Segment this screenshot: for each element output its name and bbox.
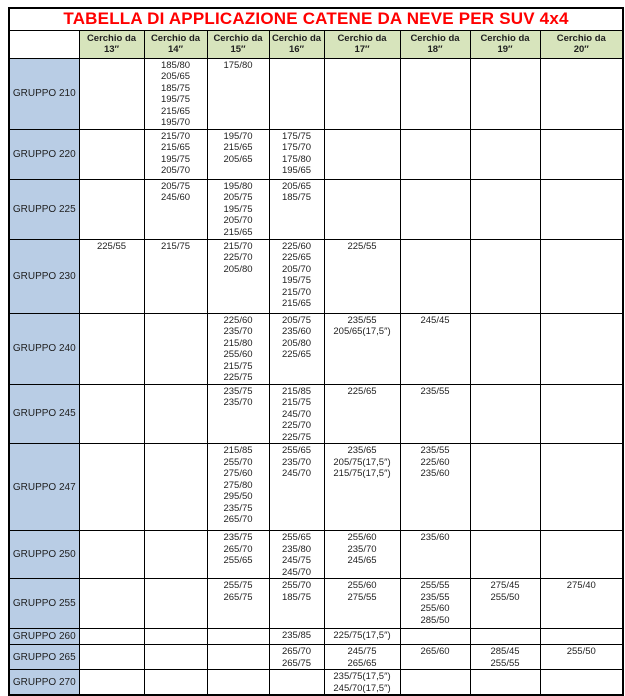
tire-size-value: 235/55 — [420, 385, 450, 397]
tire-size-cell — [400, 239, 470, 313]
tire-size-cell — [400, 129, 470, 179]
tire-size-cell — [79, 629, 144, 645]
tire-size-value: 205/65 — [223, 153, 253, 165]
column-header-line2: 20″ — [573, 44, 589, 55]
tire-size-cell — [540, 179, 623, 239]
tire-size-cell — [540, 444, 623, 531]
tire-size-value: 215/70 — [223, 240, 253, 252]
tire-size-cell — [324, 670, 400, 696]
column-header-line1: Cerchio da — [271, 33, 322, 44]
tire-size-cell — [470, 444, 540, 531]
tire-size-value: 175/80 — [223, 59, 253, 71]
tire-size-cell — [470, 58, 540, 129]
tire-size-cell — [144, 579, 207, 629]
tire-size-value: 205/80 — [281, 337, 312, 349]
tire-size-cell — [400, 629, 470, 645]
table-row — [9, 313, 623, 384]
tire-size-value: 205/75 — [160, 180, 191, 192]
tire-size-value: 185/75 — [160, 82, 191, 94]
column-header-19 — [470, 30, 540, 58]
tire-size-value: 205/65(17,5″) — [333, 326, 391, 337]
tire-size-value: 195/75 — [160, 94, 191, 105]
tire-size-value: 215/85 — [223, 445, 253, 456]
tire-size-cell — [540, 58, 623, 129]
tire-size-cell — [470, 179, 540, 239]
tire-size-cell — [269, 531, 324, 579]
tire-size-value: 245/70 — [281, 566, 312, 578]
tire-size-value: 195/75 — [223, 203, 253, 215]
row-label: GRUPPO 245 — [9, 384, 79, 444]
tire-size-value: 275/40 — [566, 580, 596, 591]
tire-size-cell — [207, 444, 269, 531]
corner-cell — [9, 30, 79, 58]
tire-size-value: 195/65 — [281, 165, 312, 176]
column-header-20 — [540, 30, 623, 58]
tire-size-value: 195/75 — [160, 153, 191, 165]
tire-size-value: 225/75 — [223, 372, 253, 383]
tire-size-value: 215/65 — [160, 142, 191, 153]
tire-size-value: 235/75 — [223, 532, 253, 543]
tire-size-cell — [207, 384, 269, 444]
column-header-line1: Cerchio da — [150, 33, 201, 44]
tire-size-value: 245/65 — [347, 555, 377, 566]
table-row — [9, 531, 623, 579]
column-header-line2: 17″ — [354, 44, 370, 55]
header-row — [9, 30, 623, 58]
tire-size-value: 215/65 — [281, 298, 312, 309]
tire-size-value: 275/80 — [223, 479, 253, 491]
tire-size-value: 185/80 — [160, 59, 191, 71]
tire-size-value: 225/60 — [420, 456, 450, 468]
tire-size-cell — [79, 58, 144, 129]
tire-size-value: 205/80 — [223, 263, 253, 275]
tire-size-cell — [79, 531, 144, 579]
tire-size-cell — [269, 629, 324, 645]
tire-size-value: 255/70 — [223, 456, 253, 468]
tire-size-value: 235/60 — [420, 532, 450, 543]
tire-size-value: 215/70 — [281, 286, 312, 298]
tire-size-cell — [324, 179, 400, 239]
tire-size-value: 225/70 — [223, 252, 253, 263]
tire-size-cell — [540, 313, 623, 384]
column-header-line2: 16″ — [288, 44, 305, 55]
tire-size-value: 225/70 — [281, 420, 312, 431]
tire-size-value: 255/60 — [347, 580, 377, 591]
tire-size-cell — [207, 129, 269, 179]
column-header-line2: 13″ — [103, 44, 120, 55]
tire-size-cell — [400, 531, 470, 579]
tire-size-cell — [144, 384, 207, 444]
tire-size-value: 265/70 — [281, 646, 312, 657]
tire-size-cell — [400, 645, 470, 670]
tire-size-cell — [400, 179, 470, 239]
column-header-13 — [79, 30, 144, 58]
table-row — [9, 670, 623, 696]
tire-size-value: 265/70 — [223, 543, 253, 555]
tire-size-cell — [79, 129, 144, 179]
tire-size-value: 255/65 — [281, 532, 312, 543]
tire-size-cell — [470, 531, 540, 579]
tire-size-value: 255/70 — [281, 580, 312, 591]
table-row — [9, 58, 623, 129]
row-label: GRUPPO 210 — [9, 58, 79, 129]
tire-size-value: 255/75 — [223, 580, 253, 591]
column-header-line1: Cerchio da — [337, 33, 387, 44]
tire-size-cell — [540, 384, 623, 444]
tire-size-cell — [324, 531, 400, 579]
tire-size-cell — [269, 239, 324, 313]
table-title: TABELLA DI APPLICAZIONE CATENE DA NEVE PER SUV 4x4 — [9, 8, 623, 30]
tire-size-value: 175/70 — [281, 142, 312, 153]
tire-size-value: 235/80 — [281, 543, 312, 555]
table-row — [9, 444, 623, 531]
tire-size-cell — [470, 579, 540, 629]
tire-size-cell — [400, 670, 470, 696]
tire-size-value: 235/65 — [347, 445, 377, 456]
tire-size-cell — [324, 384, 400, 444]
tire-size-value: 225/75(17,5″) — [333, 630, 391, 641]
tire-size-value: 175/75 — [281, 130, 312, 142]
tire-size-cell — [269, 579, 324, 629]
tire-size-value: 205/65 — [281, 180, 312, 192]
tire-size-cell — [79, 179, 144, 239]
snow-chains-application-table — [8, 7, 624, 696]
tire-size-cell — [269, 58, 324, 129]
tire-size-cell — [144, 239, 207, 313]
tire-size-cell — [470, 670, 540, 696]
tire-size-cell — [269, 670, 324, 696]
tire-size-cell — [540, 670, 623, 696]
tire-size-cell — [144, 58, 207, 129]
row-label: GRUPPO 270 — [9, 670, 79, 696]
column-header-line1: Cerchio da — [480, 33, 530, 44]
tire-size-value: 235/55 — [347, 314, 377, 326]
tire-size-cell — [144, 444, 207, 531]
tire-size-cell — [470, 645, 540, 670]
tire-size-cell — [79, 444, 144, 531]
tire-size-cell — [207, 670, 269, 696]
tire-size-cell — [324, 239, 400, 313]
column-header-line2: 18″ — [427, 44, 443, 55]
tire-size-value: 255/60 — [223, 349, 253, 360]
tire-size-value: 255/60 — [420, 603, 450, 614]
tire-size-cell — [400, 579, 470, 629]
tire-size-value: 225/65 — [347, 385, 377, 397]
tire-size-value: 265/75 — [223, 591, 253, 603]
tire-size-value: 235/75 — [223, 502, 253, 514]
tire-size-value: 255/65 — [281, 445, 312, 456]
tire-size-cell — [144, 179, 207, 239]
tire-size-value: 215/65 — [223, 142, 253, 153]
tire-size-cell — [324, 645, 400, 670]
tire-size-value: 195/80 — [223, 180, 253, 192]
tire-size-cell — [269, 444, 324, 531]
tire-size-value: 255/55 — [490, 657, 520, 669]
tire-size-cell — [470, 129, 540, 179]
tire-size-value: 265/65 — [347, 657, 377, 669]
tire-size-value: 205/70 — [223, 215, 253, 226]
tire-size-cell — [400, 444, 470, 531]
tire-size-value: 215/85 — [281, 385, 312, 397]
column-header-line1: Cerchio da — [556, 33, 606, 44]
table-row — [9, 645, 623, 670]
tire-size-value: 235/75(17,5″) — [333, 671, 391, 682]
row-label: GRUPPO 220 — [9, 129, 79, 179]
tire-size-value: 235/70 — [223, 397, 253, 408]
column-header-line1: Cerchio da — [213, 33, 263, 44]
tire-size-cell — [400, 313, 470, 384]
row-label: GRUPPO 255 — [9, 579, 79, 629]
tire-size-cell — [207, 239, 269, 313]
tire-size-value: 285/50 — [420, 614, 450, 626]
tire-size-value: 275/45 — [490, 580, 520, 591]
tire-size-cell — [540, 645, 623, 670]
tire-size-value: 225/60 — [223, 314, 253, 326]
tire-size-value: 235/60 — [281, 326, 312, 337]
tire-size-value: 205/75(17,5″) — [333, 456, 391, 468]
row-label: GRUPPO 225 — [9, 179, 79, 239]
tire-size-cell — [269, 313, 324, 384]
tire-size-value: 245/70 — [281, 468, 312, 479]
tire-size-cell — [324, 313, 400, 384]
tire-size-value: 215/75 — [223, 360, 253, 372]
column-header-17 — [324, 30, 400, 58]
tire-size-value: 205/75 — [223, 192, 253, 203]
tire-size-cell — [324, 579, 400, 629]
tire-size-cell — [470, 629, 540, 645]
column-header-line1: Cerchio da — [410, 33, 460, 44]
table-row — [9, 579, 623, 629]
table-row — [9, 239, 623, 313]
tire-size-value: 245/75 — [281, 555, 312, 566]
tire-size-value: 205/75 — [281, 314, 312, 326]
tire-size-cell — [269, 384, 324, 444]
column-header-line2: 15″ — [230, 44, 246, 55]
tire-size-value: 195/75 — [281, 275, 312, 286]
tire-size-value: 275/55 — [347, 591, 377, 603]
column-header-18 — [400, 30, 470, 58]
tire-size-value: 275/60 — [223, 468, 253, 479]
row-label: GRUPPO 247 — [9, 444, 79, 531]
table-row — [9, 384, 623, 444]
tire-size-value: 235/85 — [281, 630, 312, 641]
tire-size-cell — [144, 645, 207, 670]
tire-size-cell — [470, 313, 540, 384]
column-header-16 — [269, 30, 324, 58]
tire-size-value: 265/75 — [281, 657, 312, 669]
tire-size-value: 245/70(17,5″) — [333, 682, 391, 694]
tire-size-cell — [207, 531, 269, 579]
tire-size-value: 225/55 — [96, 240, 127, 252]
column-header-line2: 19″ — [497, 44, 513, 55]
tire-size-value: 215/75 — [160, 240, 191, 252]
table-row — [9, 129, 623, 179]
tire-size-value: 215/75(17,5″) — [333, 468, 391, 479]
tire-size-value: 255/65 — [223, 555, 253, 566]
tire-size-cell — [324, 58, 400, 129]
tire-size-value: 285/45 — [490, 646, 520, 657]
tire-size-value: 215/75 — [281, 397, 312, 408]
tire-size-cell — [207, 179, 269, 239]
tire-size-cell — [269, 129, 324, 179]
tire-size-value: 215/65 — [160, 105, 191, 117]
table-row — [9, 629, 623, 645]
column-header-15 — [207, 30, 269, 58]
tire-size-value: 215/80 — [223, 337, 253, 349]
tire-size-cell — [207, 313, 269, 384]
tire-size-cell — [207, 645, 269, 670]
tire-size-value: 225/55 — [347, 240, 377, 252]
tire-size-cell — [540, 239, 623, 313]
tire-size-value: 235/55 — [420, 591, 450, 603]
tire-size-cell — [144, 670, 207, 696]
tire-size-value: 175/80 — [281, 153, 312, 165]
tire-size-cell — [207, 58, 269, 129]
column-header-14 — [144, 30, 207, 58]
tire-size-cell — [540, 129, 623, 179]
tire-size-cell — [269, 645, 324, 670]
tire-size-cell — [207, 579, 269, 629]
tire-size-value: 205/70 — [160, 165, 191, 176]
tire-size-value: 235/70 — [281, 456, 312, 468]
tire-size-value: 225/75 — [281, 431, 312, 443]
tire-size-value: 235/60 — [420, 468, 450, 479]
tire-size-cell — [79, 670, 144, 696]
tire-size-cell — [470, 239, 540, 313]
row-label: GRUPPO 250 — [9, 531, 79, 579]
column-header-line2: 14″ — [167, 44, 184, 55]
tire-size-value: 215/65 — [223, 226, 253, 238]
tire-size-value: 265/70 — [223, 514, 253, 525]
tire-size-value: 185/75 — [281, 591, 312, 603]
tire-size-value: 245/70 — [281, 408, 312, 420]
tire-size-cell — [324, 129, 400, 179]
tire-size-value: 225/65 — [281, 349, 312, 360]
tire-size-cell — [400, 58, 470, 129]
tire-size-value: 255/55 — [420, 580, 450, 591]
tire-size-value: 225/60 — [281, 240, 312, 252]
tire-size-cell — [144, 629, 207, 645]
row-label: GRUPPO 230 — [9, 239, 79, 313]
tire-size-value: 245/45 — [420, 314, 450, 326]
tire-size-value: 205/65 — [160, 71, 191, 82]
tire-size-value: 205/70 — [281, 263, 312, 275]
tire-size-cell — [269, 179, 324, 239]
tire-size-value: 255/60 — [347, 532, 377, 543]
tire-size-cell — [540, 579, 623, 629]
tire-size-cell — [79, 384, 144, 444]
tire-size-cell — [207, 629, 269, 645]
tire-size-value: 225/65 — [281, 252, 312, 263]
row-label: GRUPPO 260 — [9, 629, 79, 645]
tire-size-cell — [470, 384, 540, 444]
title-row — [9, 8, 623, 30]
table-row — [9, 179, 623, 239]
tire-size-cell — [540, 629, 623, 645]
tire-size-value: 235/70 — [347, 543, 377, 555]
tire-size-cell — [144, 313, 207, 384]
tire-size-cell — [79, 579, 144, 629]
tire-size-cell — [79, 645, 144, 670]
row-label: GRUPPO 240 — [9, 313, 79, 384]
tire-size-value: 295/50 — [223, 491, 253, 502]
tire-size-value: 255/50 — [490, 591, 520, 603]
tire-size-value: 195/70 — [160, 117, 191, 128]
tire-size-value: 245/75 — [347, 646, 377, 657]
tire-size-cell — [144, 531, 207, 579]
tire-size-cell — [79, 313, 144, 384]
tire-size-value: 245/60 — [160, 192, 191, 203]
tire-size-cell — [400, 384, 470, 444]
tire-size-cell — [324, 629, 400, 645]
tire-size-value: 235/55 — [420, 445, 450, 456]
tire-size-cell — [540, 531, 623, 579]
tire-size-value: 235/75 — [223, 385, 253, 397]
tire-size-value: 185/75 — [281, 192, 312, 203]
tire-size-value: 255/50 — [566, 646, 596, 657]
tire-size-cell — [79, 239, 144, 313]
tire-size-value: 265/60 — [420, 646, 450, 657]
column-header-line1: Cerchio da — [86, 33, 137, 44]
row-label: GRUPPO 265 — [9, 645, 79, 670]
tire-size-cell — [324, 444, 400, 531]
tire-size-cell — [144, 129, 207, 179]
tire-size-value: 235/70 — [223, 326, 253, 337]
tire-size-value: 215/70 — [160, 130, 191, 142]
tire-size-value: 195/70 — [223, 130, 253, 142]
